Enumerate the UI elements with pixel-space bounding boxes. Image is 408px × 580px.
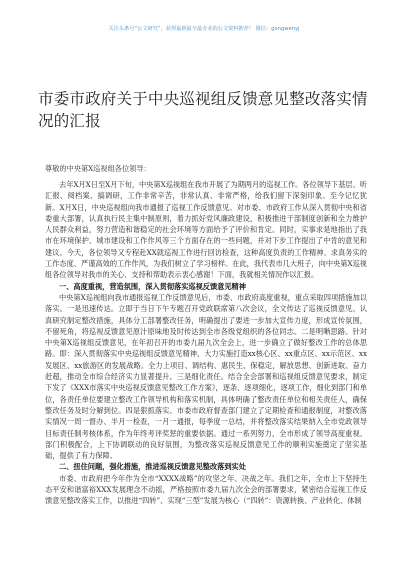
paragraph: 中央第X巡视组向我市通报巡视工作反馈意见后，市委、市政府高度重视，重点采取四项措施加以落实。一是迅速传达。立即于当日下午专题召开党政联席第八次会议，全文传达了巡视反馈意见。认真研究制定整改措施，具体分工部署整改任务，明确提出了要进一步加大宣传力度，形成宣传氛围，不留死角，将巡视反馈意见原汁原味地及时传达到全市各级党组织的各位同志。二是明晰思路。针对中央第X巡视组反馈意见，在年初召开的市委九届九次全会上，进一步确立了做好整改工作的总体思路。即：深入贯彻落实中央巡视组反馈意见精神，大力实施打造xx核心区、xx重点区、xx示范区、xx发展区、xx旅游区的发展战略。全力上项目、调结构、惠民生、保稳定，解放思想、创新进取、奋力赶超，推动全市综合经济实力显著提升。三是细化责任。结合全会部署和巡视组反馈意见要求，制定下发了《XXX市落实中央巡视反馈意见整改工作方案》，逐条、逐项细化，逐项工作，细化到部门和单位，各责任单位要建立整改工作领导机构和落实机制，具体明确了整改责任单位和相关责任人，确保整改任务及时分解到位。四是狠抓落实。市委市政府督查部门建立了定期检查和通报制度，对整改落实情况一周一督办、半月一检查，一月一通报，每季度一总结，并将整改落实结果纳入全市党政领导目标责任制考核体系，作为年终考评奖惩的重要依据。通过一系列努力，全市形成了领导高度重视、部门积极配合，上下协调联动的良好氛围，为整改落实巡视反馈意见工作的顺利实施奠定了坚实基础，提供了有力保障。: [45, 292, 367, 461]
section-heading: 二、扭住问题，强化措施，推进巡视反馈意见整改落到实处: [59, 462, 246, 472]
paragraph: 市委、市政府把今年作为全市“XXXX战略”的攻坚之年、决战之年。我们之年，全市上下坚持生态平安和谐富裕XXX发展理念不动摇，严格按照市委九届九次全会的部署要求，紧密结合巡视工作反馈意见整改落实工作，以推进“四转”、实现“三型”发展为核心（“四转”：资源转换、产业转化、体制: [45, 473, 367, 506]
document-title: 市委市政府关于中央巡视组反馈意见整改落实情况的汇报: [38, 90, 368, 130]
promo-banner: 关注头条号“公文研究”，获得最新最全最专业的公文资料推荐！ 微信：gongwenyj: [108, 26, 300, 32]
document-body: [45, 179, 367, 507]
salutation: 尊敬的中央第X巡视组各位领导：: [45, 164, 151, 173]
section-heading: 一、高度重视，营造氛围，深入贯彻落实巡视反馈意见精神: [59, 281, 246, 291]
paragraph: 去年X月X日至X月下旬，中央第X巡视组在我市开展了为期两月的巡视工作。各位领导下基层、听汇报、阅档案、搞调研，工作非常辛苦，非常认真、非常严格，给我们留下深刻印象。至今记忆犹新。X月X日，中央巡视组向我市通报了巡视工作反馈意见。对市委、市政府工作从深入贯彻中央和省委重大部署，认真执行民主集中制原则，着力抓好党风廉政建设，积极推进干部制度创新和全力维护人民群众利益，努力营造和谐稳定的社会环境等方面给予了评价和肯定。同时，实事求是地指出了我市在环境保护、城市建设和工作作风等三个方面存在的一些问题，并对下步工作提出了中肯的意见和建议。今天，各位领导又专程赴XX就巡视工作进行回访检查，这种高度负责的工作精神、求真务实的工作态度、严谨高效的工作作风，为我们树立了学习榜样。在此，我代表市几大班子，向中央第X巡视组各位领导对我市的关心、支持和帮助表示衷心感谢！下面，我就相关情况作以汇报。: [45, 180, 367, 280]
